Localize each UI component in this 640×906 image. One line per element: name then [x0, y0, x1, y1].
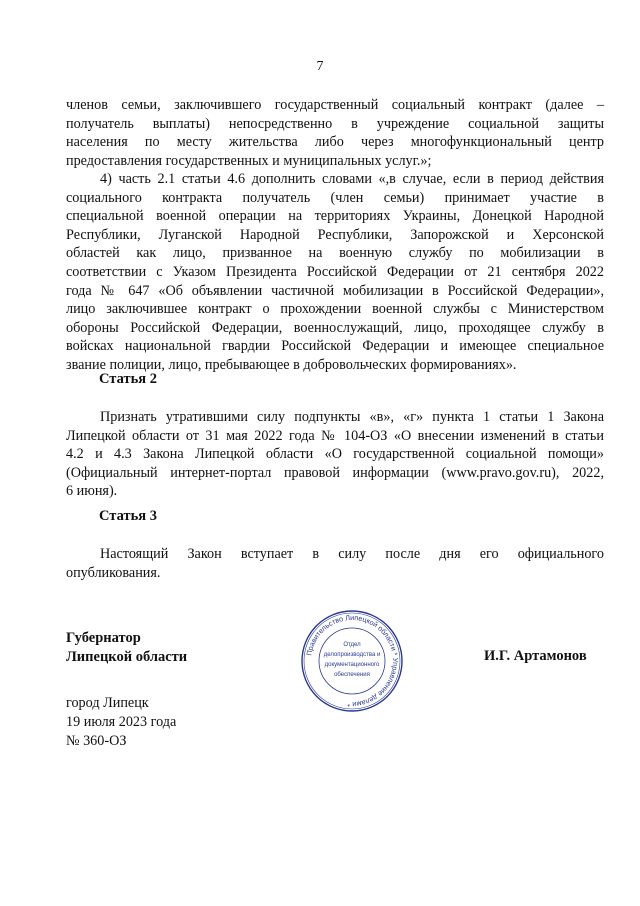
page-number: 7: [316, 59, 324, 74]
text-line: обороны Российской Федерации, военнослужащий, лицо, проходящее службу в: [66, 319, 604, 336]
signatory-title-line: Губернатор: [66, 630, 141, 646]
signatory-name: И.Г. Артамонов: [484, 648, 587, 664]
text-line: Липецкой области от 31 мая 2022 года № 104-ОЗ «О внесении изменений в статьи: [66, 427, 604, 444]
text-line: Республики, Луганской Народной Республики, Запорожской и Херсонской: [66, 226, 604, 243]
stamp-seal-icon: [300, 609, 404, 713]
article-3-body: [66, 545, 604, 582]
text-line: получатель выплаты) непосредственно в учреждение социальной защиты: [66, 115, 604, 132]
article-2-body: [66, 408, 604, 501]
signatory-title-line: Липецкой области: [66, 649, 188, 665]
stamp-inner-text: обеспечения: [334, 672, 370, 678]
text-line: 6 июня).: [66, 483, 118, 500]
text-line: областей как лицо, призванное на военную службу по мобилизации в: [66, 245, 604, 262]
stamp-inner-text: документационного: [324, 662, 380, 668]
article-2-heading: Статья 2: [99, 371, 157, 387]
document-footer: [66, 694, 176, 751]
text-line: войсках национальной гвардии Российской Федерации и имеющее специальное: [66, 338, 604, 355]
footer-date: 19 июля 2023 года: [66, 714, 177, 730]
text-line: лицо заключившее контракт о прохождении военной службы с Министерством: [66, 301, 604, 318]
stamp-inner-text: Отдел: [343, 642, 361, 648]
text-line: специальной военной операции на территориях Украины, Донецкой Народной: [66, 208, 604, 225]
text-line: Настоящий Закон вступает в силу после дня его официального: [100, 546, 604, 562]
text-line: опубликования.: [66, 564, 161, 581]
text-line: 4.2 и 4.3 Закона Липецкой области «О государственной социальной помощи»: [66, 446, 604, 463]
stamp-inner-text: делопроизводства и: [323, 652, 381, 658]
text-line: Признать утратившими силу подпункты «в», «г» пункта 1 статьи 1 Закона: [100, 409, 604, 425]
text-line: 4) часть 2.1 статьи 4.6 дополнить словами «,в случае, если в период действия: [100, 171, 604, 187]
footer-law-number: № 360-ОЗ: [66, 733, 127, 749]
paragraph-continuation: [66, 96, 604, 170]
article-3-heading: Статья 3: [99, 508, 157, 524]
text-line: членов семьи, заключившего государственный социальный контракт (далее –: [66, 97, 604, 113]
text-line: (Официальный интернет-портал правовой информации (www.pravo.gov.ru), 2022,: [66, 464, 604, 481]
text-line: социального контракта получатель (член семьи) принимает участие в: [66, 189, 604, 206]
text-line: соответствии с Указом Президента Российской Федерации от 21 сентября 2022: [66, 263, 604, 280]
text-line: года № 647 «Об объявлении частичной мобилизации в Российской Федерации»,: [66, 282, 604, 299]
text-line: предоставления государственных и муниципальных услуг.»;: [66, 152, 432, 169]
text-line: звание полиции, лицо, пребывающее в добровольческих формированиях».: [66, 356, 517, 373]
text-line: населения по месту жительства либо через многофункциональный центр: [66, 134, 604, 151]
footer-city: город Липецк: [66, 695, 149, 711]
paragraph-amendment-4: [66, 170, 604, 375]
signatory-title: [66, 629, 187, 667]
stamp-outer-text: Правительство Липецкой области * Управление делами *: [304, 612, 401, 710]
official-stamp: [300, 609, 404, 713]
